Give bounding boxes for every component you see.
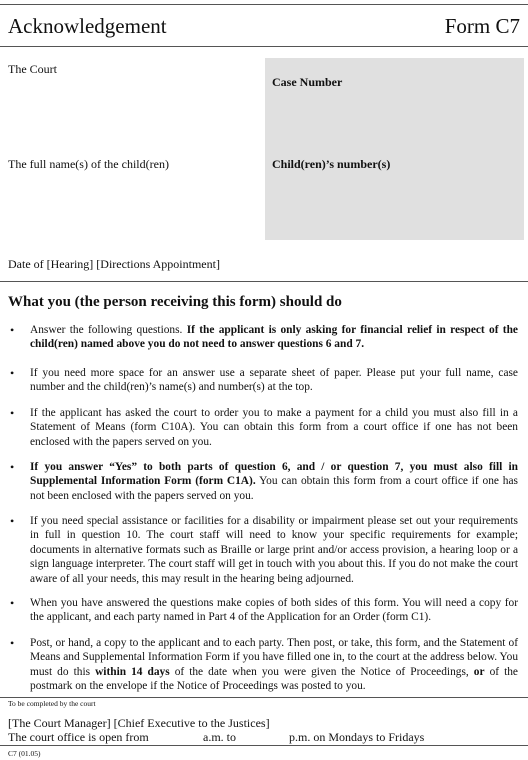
bullet-bold-text: If the applicant is only asking for financial relief in respect of the child(ren) named above you do not need to answer questions 6 and 7. — [30, 324, 518, 351]
bottom-rule — [0, 745, 528, 746]
bullet-item — [30, 514, 518, 586]
form-version: C7 (01.05) — [8, 749, 41, 758]
child-names-label: The full name(s) of the child(ren) — [8, 157, 169, 171]
bullet-dot: • — [10, 636, 15, 650]
court-manager-line: [The Court Manager] [Chief Executive to the Justices] — [8, 716, 270, 730]
office-am-to: a.m. to — [203, 730, 236, 744]
bullet-text: of the date when you were given the Notice of Proceedings, — [169, 665, 474, 678]
bullet-text: of the postmark on the envelope if the Notice of Proceedings was posted to you. — [30, 665, 518, 693]
header-rule — [0, 46, 528, 47]
bullet-text: You can obtain this form from a court office if one has not been enclosed with the papers served on you. — [30, 475, 518, 502]
fields-rule — [0, 281, 528, 282]
bullet-dot: • — [10, 514, 15, 528]
bullet-dot: • — [10, 406, 15, 420]
date-of-hearing-label: Date of [Hearing] [Directions Appointment] — [8, 257, 220, 271]
bullet-item — [30, 323, 518, 352]
case-number-label: Case Number — [272, 75, 343, 89]
court-label: The Court — [8, 62, 57, 76]
bullet-bold-text: within 14 days — [95, 665, 170, 678]
child-numbers-label: Child(ren)’s number(s) — [272, 157, 391, 171]
bullet-bold-text: or — [473, 665, 485, 678]
form-code: Form C7 — [444, 14, 520, 38]
bullet-item — [30, 636, 518, 694]
top-rule — [0, 4, 528, 5]
bullet-bold-text: If you answer “Yes” to both parts of question 6, and / or question 7, you must also fill in Supplemental Information Form (form C1A). — [30, 461, 518, 488]
bullet-text: Post, or hand, a copy to the applicant and to each party. Then post, or take, this form, and the Statement of Means and Supplemental Information Form if you have filled one in, to the court at the address below. You must do this — [30, 637, 519, 678]
section-heading: What you (the person receiving this form) should do — [8, 294, 342, 310]
bullet-item — [30, 366, 518, 395]
bullet-item — [30, 406, 518, 449]
bullet-dot: • — [10, 323, 15, 337]
bullet-dot: • — [10, 366, 15, 380]
bullet-dot: • — [10, 460, 15, 474]
office-pm-days: p.m. on Mondays to Fridays — [289, 730, 425, 744]
page-title: Acknowledgement — [8, 14, 167, 38]
bullet-item — [30, 596, 518, 625]
bullet-text: If the applicant has asked the court to order you to make a payment for a child you must also fill in a Statement of Means (form C10A). You can obtain this form from a court office if one has not been enclosed with the papers served on you. — [30, 407, 518, 448]
bullet-text: If you need special assistance or facilities for a disability or impairment please set out your requirements in full in question 10. The court staff will need to know your specific requirements for example; documents in alternative formats such as Braille or large print and/or access provision, a hearing loop or a sign language interpreter. The court staff will get in touch with you about this. If you do not make the court aware of all your needs, this may result in the hearing being adjourned. — [30, 515, 518, 585]
footer-rule — [0, 697, 528, 698]
bullet-text: When you have answered the questions make copies of both sides of this form. You will need a copy for the applicant, and each party named in Part 4 of the Application for an Order (form C1). — [30, 597, 518, 624]
bullet-item — [30, 460, 518, 503]
bullet-text: Answer the following questions. — [30, 324, 187, 336]
office-open-from: The court office is open from — [8, 730, 149, 744]
completed-by-note: To be completed by the court — [8, 699, 96, 708]
bullet-text: If you need more space for an answer use a separate sheet of paper. Please put your full name, case number and the child(ren)’s name(s) and number(s) at the top. — [30, 367, 518, 394]
bullet-dot: • — [10, 596, 15, 610]
